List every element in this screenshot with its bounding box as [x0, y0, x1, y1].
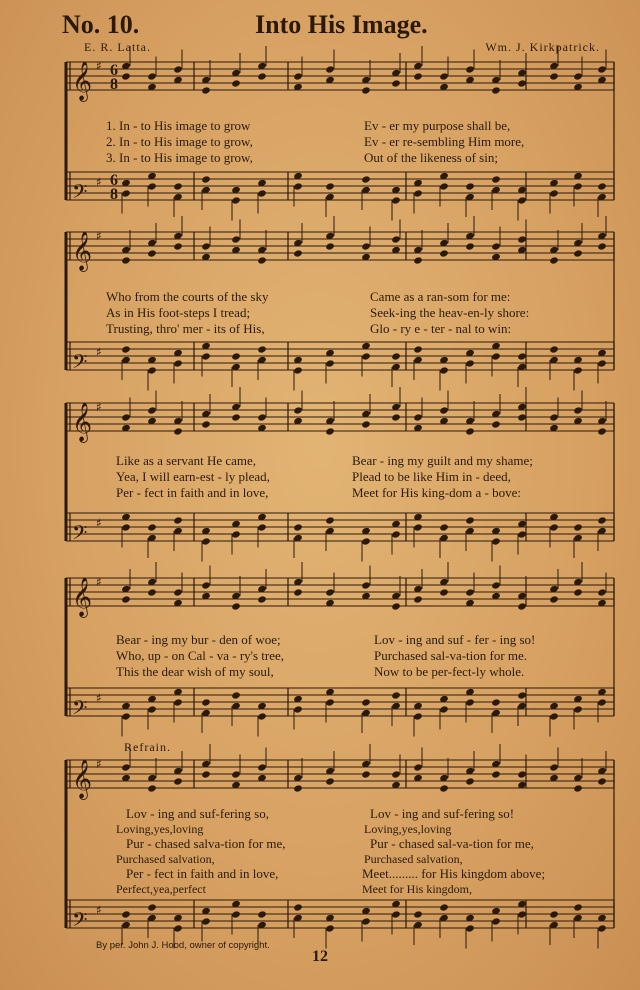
note-head: [147, 249, 157, 257]
time-signature-bottom: 8: [110, 186, 118, 203]
note-head: [491, 770, 501, 778]
note-head: [147, 784, 157, 792]
note-head: [413, 345, 423, 353]
note-head: [597, 182, 607, 190]
note-head: [121, 595, 131, 603]
note-head: [293, 72, 303, 80]
note-head: [325, 516, 335, 524]
note-head: [573, 784, 583, 792]
note-head: [597, 924, 607, 932]
note-head: [391, 530, 401, 538]
note-head: [257, 413, 267, 421]
note-head: [517, 530, 527, 538]
note-head: [121, 189, 131, 197]
note-head: [325, 182, 335, 190]
note-head: [231, 235, 241, 243]
note-head: [465, 516, 475, 524]
note-head: [413, 763, 423, 771]
note-head: [231, 602, 241, 610]
note-head: [597, 427, 607, 435]
note-head: [201, 242, 211, 250]
note-head: [121, 72, 131, 80]
note-head: [293, 784, 303, 792]
note-head: [361, 352, 371, 360]
note-head: [549, 413, 559, 421]
note-head: [465, 427, 475, 435]
note-head: [121, 256, 131, 264]
note-head: [491, 698, 501, 706]
note-head: [465, 777, 475, 785]
note-head: [173, 242, 183, 250]
note-head: [231, 413, 241, 421]
note-head: [147, 705, 157, 713]
hymn-number: No. 10.: [62, 10, 140, 39]
note-head: [361, 86, 371, 94]
note-head: [465, 182, 475, 190]
note-head: [439, 406, 449, 414]
note-head: [325, 924, 335, 932]
note-head: [573, 705, 583, 713]
note-head: [491, 420, 501, 428]
note-head: [517, 352, 527, 360]
note-head: [597, 359, 607, 367]
note-head: [147, 523, 157, 531]
note-head: [201, 698, 211, 706]
note-head: [573, 366, 583, 374]
note-head: [549, 523, 559, 531]
note-head: [491, 537, 501, 545]
note-head: [257, 345, 267, 353]
note-head: [231, 910, 241, 918]
note-head: [597, 65, 607, 73]
note-head: [173, 516, 183, 524]
note-head: [391, 235, 401, 243]
note-head: [257, 189, 267, 197]
note-head: [391, 602, 401, 610]
note-head: [147, 366, 157, 374]
note-head: [491, 352, 501, 360]
time-signature-bottom: 8: [110, 76, 118, 93]
copyright-notice: By per. John J. Hood, owner of copyright.: [96, 940, 270, 951]
note-head: [361, 581, 371, 589]
note-head: [173, 359, 183, 367]
note-head: [439, 249, 449, 257]
bass-clef-icon: 𝄢: [72, 180, 88, 208]
note-head: [173, 698, 183, 706]
note-head: [173, 427, 183, 435]
note-head: [391, 691, 401, 699]
note-head: [391, 770, 401, 778]
note-head: [517, 413, 527, 421]
note-head: [325, 427, 335, 435]
note-head: [201, 581, 211, 589]
note-head: [491, 581, 501, 589]
note-head: [173, 588, 183, 596]
note-head: [465, 588, 475, 596]
note-head: [147, 588, 157, 596]
note-head: [439, 523, 449, 531]
treble-clef-icon: 𝄞: [72, 577, 93, 617]
time-signature-top: 6: [110, 62, 118, 79]
sharp-icon: ♯: [96, 345, 102, 359]
note-head: [597, 242, 607, 250]
note-head: [549, 712, 559, 720]
note-head: [517, 602, 527, 610]
note-head: [231, 79, 241, 87]
note-head: [597, 516, 607, 524]
note-head: [201, 86, 211, 94]
note-head: [293, 588, 303, 596]
note-head: [257, 910, 267, 918]
note-head: [465, 242, 475, 250]
note-head: [121, 910, 131, 918]
note-head: [549, 72, 559, 80]
sharp-icon: ♯: [96, 575, 102, 589]
note-head: [597, 698, 607, 706]
note-head: [573, 72, 583, 80]
note-head: [413, 910, 423, 918]
note-head: [439, 705, 449, 713]
note-head: [201, 917, 211, 925]
bass-clef-icon: 𝄢: [72, 696, 88, 724]
note-head: [549, 763, 559, 771]
note-head: [573, 523, 583, 531]
bass-clef-icon: 𝄢: [72, 908, 88, 936]
note-head: [465, 65, 475, 73]
note-head: [517, 79, 527, 87]
note-head: [549, 595, 559, 603]
note-head: [293, 903, 303, 911]
note-head: [517, 691, 527, 699]
note-head: [517, 196, 527, 204]
note-head: [439, 72, 449, 80]
note-head: [391, 352, 401, 360]
note-head: [257, 523, 267, 531]
note-head: [465, 924, 475, 932]
note-head: [325, 777, 335, 785]
treble-clef-icon: 𝄞: [72, 61, 93, 101]
note-head: [173, 924, 183, 932]
note-head: [147, 72, 157, 80]
note-head: [491, 917, 501, 925]
bass-clef-icon: 𝄢: [72, 350, 88, 378]
note-head: [231, 196, 241, 204]
note-head: [413, 523, 423, 531]
note-head: [147, 406, 157, 414]
note-head: [325, 359, 335, 367]
note-head: [293, 182, 303, 190]
treble-clef-icon: 𝄞: [72, 402, 93, 442]
note-head: [391, 79, 401, 87]
note-head: [293, 366, 303, 374]
note-head: [439, 903, 449, 911]
note-head: [391, 196, 401, 204]
note-head: [231, 530, 241, 538]
note-head: [413, 712, 423, 720]
note-head: [439, 784, 449, 792]
note-head: [147, 903, 157, 911]
note-head: [413, 72, 423, 80]
note-head: [549, 256, 559, 264]
note-head: [573, 249, 583, 257]
note-head: [465, 359, 475, 367]
note-head: [573, 182, 583, 190]
note-head: [293, 523, 303, 531]
note-head: [231, 352, 241, 360]
note-head: [257, 72, 267, 80]
note-head: [293, 705, 303, 713]
hymn-title: Into His Image.: [255, 10, 428, 39]
note-head: [491, 242, 501, 250]
note-head: [257, 763, 267, 771]
note-head: [597, 777, 607, 785]
note-head: [325, 588, 335, 596]
note-head: [361, 770, 371, 778]
note-head: [573, 406, 583, 414]
note-head: [413, 413, 423, 421]
sharp-icon: ♯: [96, 400, 102, 414]
note-head: [173, 65, 183, 73]
note-head: [361, 917, 371, 925]
note-head: [121, 763, 131, 771]
note-head: [597, 588, 607, 596]
note-head: [517, 910, 527, 918]
note-head: [465, 698, 475, 706]
note-head: [121, 523, 131, 531]
note-head: [293, 249, 303, 257]
note-head: [361, 242, 371, 250]
note-head: [293, 406, 303, 414]
note-head: [391, 413, 401, 421]
note-head: [361, 420, 371, 428]
note-head: [491, 175, 501, 183]
note-head: [439, 366, 449, 374]
note-head: [121, 345, 131, 353]
note-head: [491, 86, 501, 94]
note-head: [201, 420, 211, 428]
hymn-page: No. 10. Into His Image. E. R. Latta. Wm. J. Kirkpatrick. 𝄞 ♯ 𝄢 ♯ 𝄞 ♯ 𝄢 ♯ 𝄞 ♯ 𝄢 ♯ 𝄞 ♯ 𝄢 ♯ 𝄞 ♯ 𝄢 ♯ 6 8 6 8 1. In - to His image to grow Ev - er my purpose shall be, 2. In - to His image to grow, Ev - er re-sembling Him more, 3. In - to His image to grow, Out of the likeness of sin; Who from the courts of the sky Came as a ran-som for me: As in His foot-steps I tread; Seek-ing the heav-en-ly shore: Trusting, thro' mer - its of His, Glo - ry e - ter - nal to win: Like as a servant He came, Bear - ing my guilt and my shame; Yea, I will earn-est - ly plead, Plead to be like Him in - deed, Per - fect in faith and in love, Meet for His king-dom a - bove: Bear - ing my bur - den of woe; Lov - ing and suf - fer - ing so! Who, up - on Cal - va - ry's tree, Purchased sal-va-tion for me. This the dear wish of my soul, Now to be per-fect-ly whole. Refrain. Lov - ing and suf-fering so, Lov - ing and suf-fering so! Loving,yes,loving Loving,yes,loving Pur - chased salva-tion for me, Pur - chased sal-va-tion for me, Purchased salvation, Purchased salvation, Per - fect in faith and in love, Meet......... for His kingdom above; Perfect,yea,perfect Meet for His kingdom, By per. John J. Hood, owner of copyright. 12: [0, 0, 640, 990]
note-head: [325, 698, 335, 706]
note-head: [573, 588, 583, 596]
note-head: [517, 235, 527, 243]
note-head: [573, 903, 583, 911]
note-head: [257, 712, 267, 720]
page-number: 12: [312, 948, 328, 965]
sharp-icon: ♯: [96, 757, 102, 771]
treble-clef-icon: 𝄞: [72, 759, 93, 799]
note-head: [361, 175, 371, 183]
bass-clef-icon: 𝄢: [72, 521, 88, 549]
note-head: [121, 413, 131, 421]
time-signature-top: 6: [110, 172, 118, 189]
note-head: [201, 770, 211, 778]
note-head: [549, 189, 559, 197]
note-head: [231, 770, 241, 778]
note-head: [549, 345, 559, 353]
note-head: [391, 910, 401, 918]
note-head: [257, 595, 267, 603]
note-head: [517, 770, 527, 778]
note-head: [361, 537, 371, 545]
note-head: [413, 189, 423, 197]
note-head: [413, 256, 423, 264]
sharp-icon: ♯: [96, 59, 102, 73]
note-head: [173, 777, 183, 785]
note-head: [439, 588, 449, 596]
sharp-icon: ♯: [96, 229, 102, 243]
note-head: [325, 242, 335, 250]
composer-credit: Wm. J. Kirkpatrick.: [485, 40, 600, 54]
treble-clef-icon: 𝄞: [72, 231, 93, 271]
sharp-icon: ♯: [96, 516, 102, 530]
note-head: [439, 182, 449, 190]
note-head: [413, 595, 423, 603]
note-head: [147, 182, 157, 190]
note-head: [201, 537, 211, 545]
note-head: [173, 182, 183, 190]
note-head: [201, 175, 211, 183]
sharp-icon: ♯: [96, 903, 102, 917]
sharp-icon: ♯: [96, 175, 102, 189]
note-head: [549, 910, 559, 918]
note-head: [361, 698, 371, 706]
sharp-icon: ♯: [96, 691, 102, 705]
lyricist-credit: E. R. Latta.: [84, 40, 151, 54]
note-head: [325, 65, 335, 73]
refrain-label: Refrain.: [124, 740, 171, 754]
note-head: [121, 712, 131, 720]
note-head: [257, 256, 267, 264]
note-head: [231, 691, 241, 699]
note-head: [201, 352, 211, 360]
